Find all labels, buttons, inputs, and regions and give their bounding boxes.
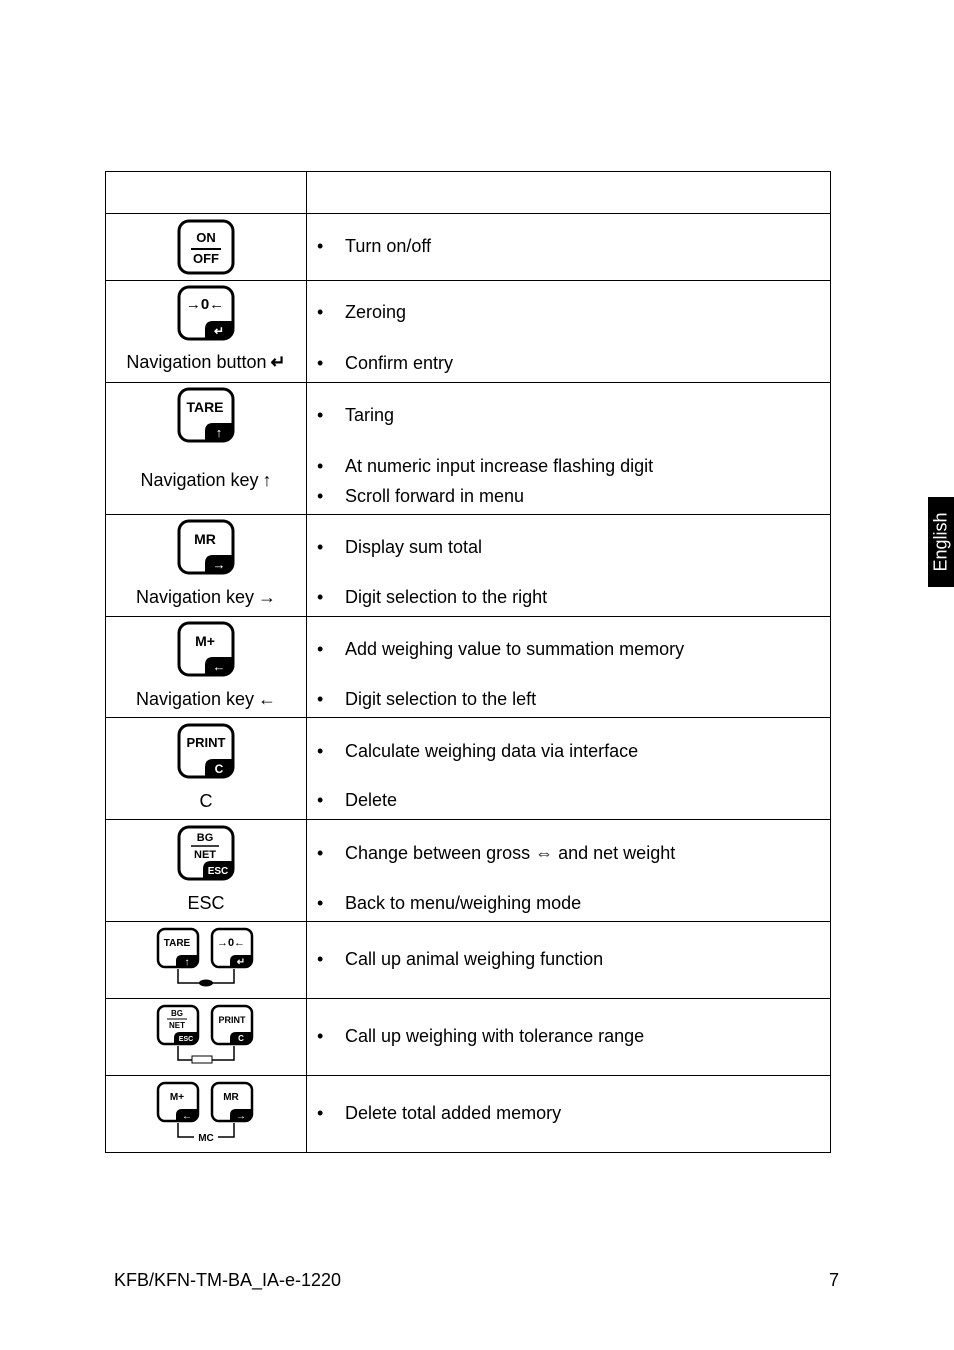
key-top-text: TARE — [186, 399, 224, 415]
key-label: Navigation key ↑ — [140, 470, 272, 490]
on-off-key-icon — [177, 219, 235, 275]
animal-icon — [199, 980, 213, 987]
svg-text:BG: BG — [171, 1009, 183, 1018]
list-item: • Call up weighing with tolerance range — [317, 1026, 645, 1046]
list-item: • Digit selection to the right — [317, 587, 548, 607]
list-item: • Delete — [317, 790, 398, 810]
list-item: • Scroll forward in menu — [317, 486, 525, 506]
table-row — [106, 718, 831, 820]
list-item: • Calculate weighing data via interface — [317, 741, 639, 761]
zero-enter-key-icon — [177, 285, 235, 341]
bg-net-esc-key-icon — [177, 825, 235, 881]
list-item: • Back to menu/weighing mode — [317, 893, 582, 913]
key-top-text: MR — [194, 531, 216, 547]
svg-text:↑: ↑ — [184, 957, 190, 968]
list-item: • At numeric input increase flashing digit — [317, 456, 654, 476]
table-row — [106, 281, 831, 383]
list-item: • Confirm entry — [317, 353, 454, 373]
key-top-text: M+ — [195, 633, 215, 649]
key-top-text: PRINT — [186, 735, 226, 750]
function-cell — [307, 718, 831, 820]
svg-text:MR: MR — [223, 1092, 239, 1103]
key-cell — [106, 820, 307, 922]
svg-text:→0←: →0← — [216, 937, 246, 949]
left-arrow-icon: ← — [258, 689, 277, 709]
key-bottom-text: ↵ — [213, 324, 225, 338]
function-cell — [307, 617, 831, 718]
mr-key-icon — [177, 519, 235, 575]
svg-text:→: → — [236, 1111, 246, 1122]
tare-key-icon — [177, 387, 235, 443]
list-item: • Turn on/off — [317, 236, 432, 256]
list-item: • Digit selection to the left — [317, 689, 537, 709]
footer-document-id: KFB/KFN-TM-BA_IA-e-1220 — [114, 1270, 342, 1290]
key-middle-text: NET — [194, 849, 216, 861]
svg-text:←: ← — [182, 1111, 192, 1122]
svg-text:C: C — [238, 1034, 244, 1043]
list-item: • Change between gross ⇔ and net weight — [317, 843, 676, 863]
key-cell — [106, 617, 307, 718]
key-cell — [106, 515, 307, 617]
function-cell — [307, 515, 831, 617]
table-row — [106, 617, 831, 718]
key-bottom-text: ← — [212, 659, 226, 674]
key-label: Navigation button ↵ — [126, 352, 286, 372]
key-label: Navigation key → — [135, 587, 277, 607]
function-cell — [307, 922, 831, 999]
svg-text:M+: M+ — [169, 1092, 185, 1103]
key-label: Navigation key ← — [135, 689, 277, 709]
enter-arrow-icon: ↵ — [270, 352, 286, 372]
print-key-icon — [177, 723, 235, 779]
table-row — [106, 214, 831, 281]
list-item: • Call up animal weighing function — [317, 949, 604, 969]
svg-text:ESC: ESC — [178, 1036, 194, 1043]
key-label: C — [199, 791, 213, 811]
combo-mark-text: MC — [198, 1133, 214, 1144]
key-cell — [106, 999, 307, 1076]
table-row — [106, 1076, 831, 1153]
m-plus-key-icon — [177, 621, 235, 677]
function-cell — [307, 383, 831, 515]
tolerance-icon — [192, 1056, 212, 1063]
svg-text:NET: NET — [169, 1021, 185, 1030]
list-item: • Delete total added memory — [317, 1103, 562, 1123]
key-cell — [106, 281, 307, 383]
m-plus-mr-combo-icon — [156, 1081, 256, 1147]
footer-page-number: 7 — [829, 1270, 840, 1290]
key-top-text: BG — [196, 832, 214, 844]
table-row — [106, 820, 831, 922]
key-cell — [106, 383, 307, 515]
svg-text:TARE: TARE — [163, 938, 191, 949]
tare-zero-combo-icon — [156, 927, 256, 993]
esc-print-combo-icon — [156, 1004, 256, 1070]
table-header-row — [106, 172, 831, 214]
table-row — [106, 999, 831, 1076]
header-cell-key — [106, 172, 307, 214]
key-cell — [106, 214, 307, 281]
svg-text:PRINT: PRINT — [218, 1015, 246, 1025]
svg-text:↵: ↵ — [236, 957, 246, 968]
table-row — [106, 515, 831, 617]
list-item: • Taring — [317, 405, 395, 425]
key-bottom-text: C — [214, 762, 224, 776]
function-cell — [307, 820, 831, 922]
function-cell — [307, 999, 831, 1076]
function-cell — [307, 1076, 831, 1153]
key-bottom-text: → — [212, 557, 226, 572]
language-tab: English — [928, 497, 954, 587]
function-cell — [307, 281, 831, 383]
list-item: • Add weighing value to summation memory — [317, 639, 685, 659]
right-arrow-icon: → — [258, 587, 277, 607]
table-row — [106, 922, 831, 999]
table-row — [106, 383, 831, 515]
key-cell — [106, 718, 307, 820]
key-bottom-text: ESC — [207, 866, 229, 877]
key-cell — [106, 922, 307, 999]
header-cell-function — [307, 172, 831, 214]
list-item: • Zeroing — [317, 302, 407, 322]
key-cell — [106, 1076, 307, 1153]
up-arrow-icon: ↑ — [262, 470, 272, 490]
key-top-text: →0← — [185, 296, 225, 313]
key-bottom-text: ↑ — [215, 425, 223, 440]
key-label: ESC — [187, 893, 225, 913]
key-top-text: ON — [196, 230, 216, 245]
key-bottom-text: OFF — [193, 251, 219, 266]
function-cell — [307, 214, 831, 281]
list-item: • Display sum total — [317, 537, 483, 557]
key-function-table — [105, 171, 831, 1153]
